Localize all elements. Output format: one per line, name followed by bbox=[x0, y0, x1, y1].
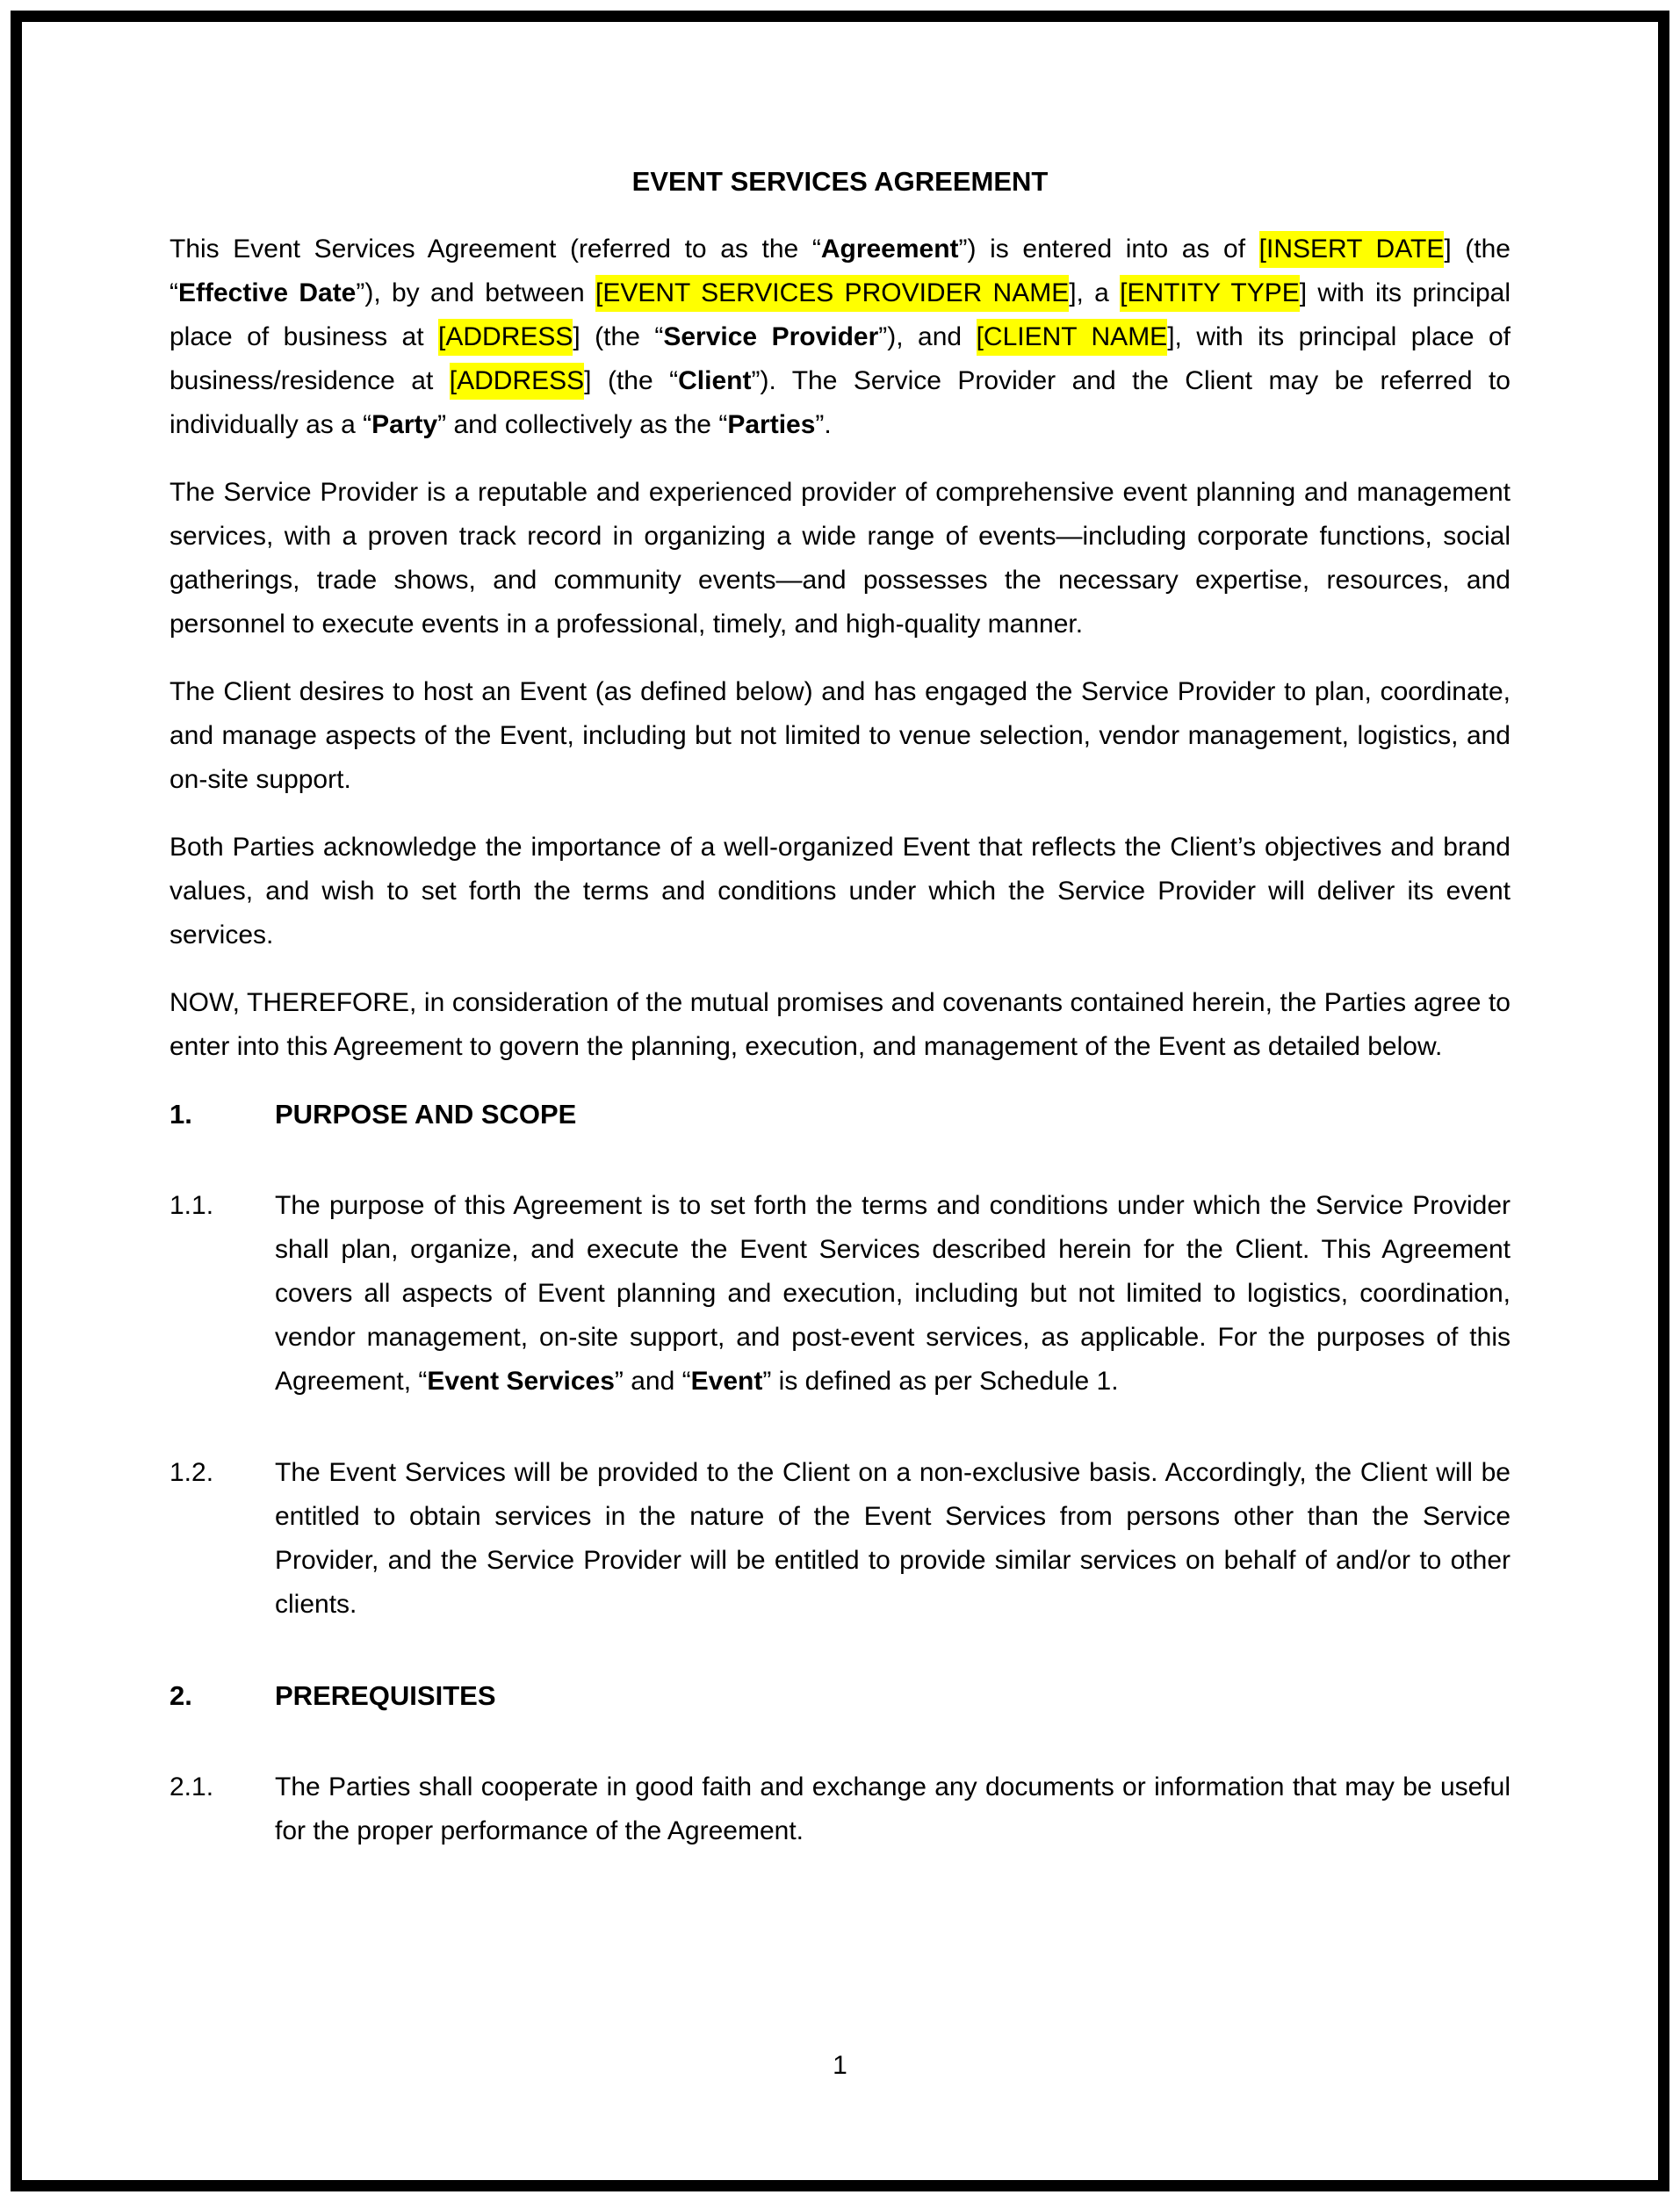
clause-number: 2.1. bbox=[169, 1772, 214, 1801]
text-run: PURPOSE AND SCOPE bbox=[275, 1099, 577, 1130]
clause-number: 1. bbox=[169, 1099, 192, 1130]
text-run: The Client desires to host an Event (as defined below) and has engaged the Service Provider to plan, coordinate, and manage aspects of the Event, including but not limited to venue selection, vendor management, logistics, and on-site support. bbox=[169, 677, 1511, 794]
placeholder-highlight: [ADDRESS bbox=[450, 363, 584, 400]
placeholder-highlight: [ADDRESS bbox=[438, 319, 573, 356]
clause-1.2 bbox=[169, 1451, 1511, 1627]
text-run: ] (the “ bbox=[573, 322, 664, 351]
text-run: ”). The Service Provider and the Client may be referred to individually as a “ bbox=[169, 366, 1511, 439]
text-run: Both Parties acknowledge the importance of a well-organized Event that reflects the Client’s objectives and brand values, and wish to set forth the terms and conditions under which the Service Provider will deliver its event services. bbox=[169, 833, 1511, 949]
text-run: The Service Provider is a reputable and experienced provider of comprehensive event planning and management services, with a proven track record in organizing a wide range of events—including corporate functions, social gatherings, trade shows, and community events—and possesses the necessary expertise, resources, and personnel to execute events in a professional, timely, and high-quality manner. bbox=[169, 478, 1511, 639]
placeholder-highlight: [CLIENT NAME bbox=[977, 319, 1168, 356]
clause-2.1 bbox=[169, 1765, 1511, 1853]
clause-number: 1.1. bbox=[169, 1191, 214, 1220]
text-run: This Event Services Agreement (referred to as the “ bbox=[169, 235, 821, 264]
text-run: Event bbox=[690, 1367, 763, 1396]
text-run: Client bbox=[678, 366, 752, 395]
text-run: ”), and bbox=[878, 322, 977, 351]
paragraph-3 bbox=[169, 670, 1511, 802]
paragraph-4 bbox=[169, 826, 1511, 957]
text-run: ”. bbox=[815, 410, 832, 439]
paragraph-2 bbox=[169, 471, 1511, 646]
text-run: Service Provider bbox=[663, 322, 879, 351]
text-run: ], a bbox=[1069, 278, 1121, 307]
placeholder-highlight: [EVENT SERVICES PROVIDER NAME bbox=[595, 275, 1069, 312]
text-run: ” and “ bbox=[614, 1367, 691, 1396]
document-title: EVENT SERVICES AGREEMENT bbox=[631, 166, 1049, 197]
section-heading-2 bbox=[169, 1674, 1511, 1718]
text-run: The Parties shall cooperate in good faith and exchange any documents or information that may be useful for the proper performance of the Agreement. bbox=[275, 1772, 1511, 1845]
text-run: ”) is entered into as of bbox=[958, 235, 1259, 264]
document-content bbox=[169, 160, 1511, 1901]
page-number: 1 bbox=[833, 2051, 847, 2080]
text-run: Event Services bbox=[427, 1367, 615, 1396]
clause-text bbox=[275, 1184, 1511, 1404]
text-run: ”), by and between bbox=[356, 278, 595, 307]
text-run: ” is defined as per Schedule 1. bbox=[762, 1367, 1119, 1396]
text-run: ] (the “ bbox=[584, 366, 679, 395]
placeholder-highlight: [ENTITY TYPE bbox=[1120, 275, 1300, 312]
text-run: ] with its principal place of business at bbox=[169, 278, 1511, 351]
text-run: Agreement bbox=[820, 235, 959, 264]
text-run: PREREQUISITES bbox=[275, 1680, 496, 1711]
clause-1.1 bbox=[169, 1184, 1511, 1404]
clause-number: 1.2. bbox=[169, 1458, 214, 1487]
clause-text bbox=[275, 1765, 1511, 1853]
text-run: Effective Date bbox=[178, 278, 357, 307]
text-run: The Event Services will be provided to the Client on a non-exclusive basis. Accordingly, the Client will be entitled to obtain services in the nature of the Event Services from persons other than the Service Provider, and the Service Provider will be entitled to provide similar services on behalf of and/or to other clients. bbox=[275, 1458, 1511, 1619]
text-run: ] (the “ bbox=[169, 235, 1511, 307]
paragraph-1 bbox=[169, 227, 1511, 447]
document-body bbox=[169, 227, 1511, 1853]
clause-text bbox=[275, 1674, 1511, 1718]
text-run: Party bbox=[371, 410, 438, 439]
placeholder-highlight: [INSERT DATE bbox=[1259, 231, 1445, 268]
section-heading-1 bbox=[169, 1093, 1511, 1137]
paragraph-5 bbox=[169, 981, 1511, 1069]
text-run: ], with its principal place of business/residence at bbox=[169, 322, 1511, 395]
text-run: Parties bbox=[727, 410, 816, 439]
clause-number: 2. bbox=[169, 1680, 192, 1711]
text-run: The purpose of this Agreement is to set forth the terms and conditions under which the Service Provider shall plan, organize, and execute the Event Services described herein for the Client. This Agreement covers all aspects of Event planning and execution, including but not limited to logistics, coordination, vendor management, on-site support, and post-event services, as applicable. For the purposes of this Agreement, “ bbox=[275, 1191, 1511, 1396]
text-run: ” and collectively as the “ bbox=[437, 410, 728, 439]
clause-text bbox=[275, 1451, 1511, 1627]
text-run: NOW, THEREFORE, in consideration of the mutual promises and covenants contained herein, the Parties agree to enter into this Agreement to govern the planning, execution, and management of the Event as detailed below. bbox=[169, 988, 1511, 1061]
clause-text bbox=[275, 1093, 1511, 1137]
